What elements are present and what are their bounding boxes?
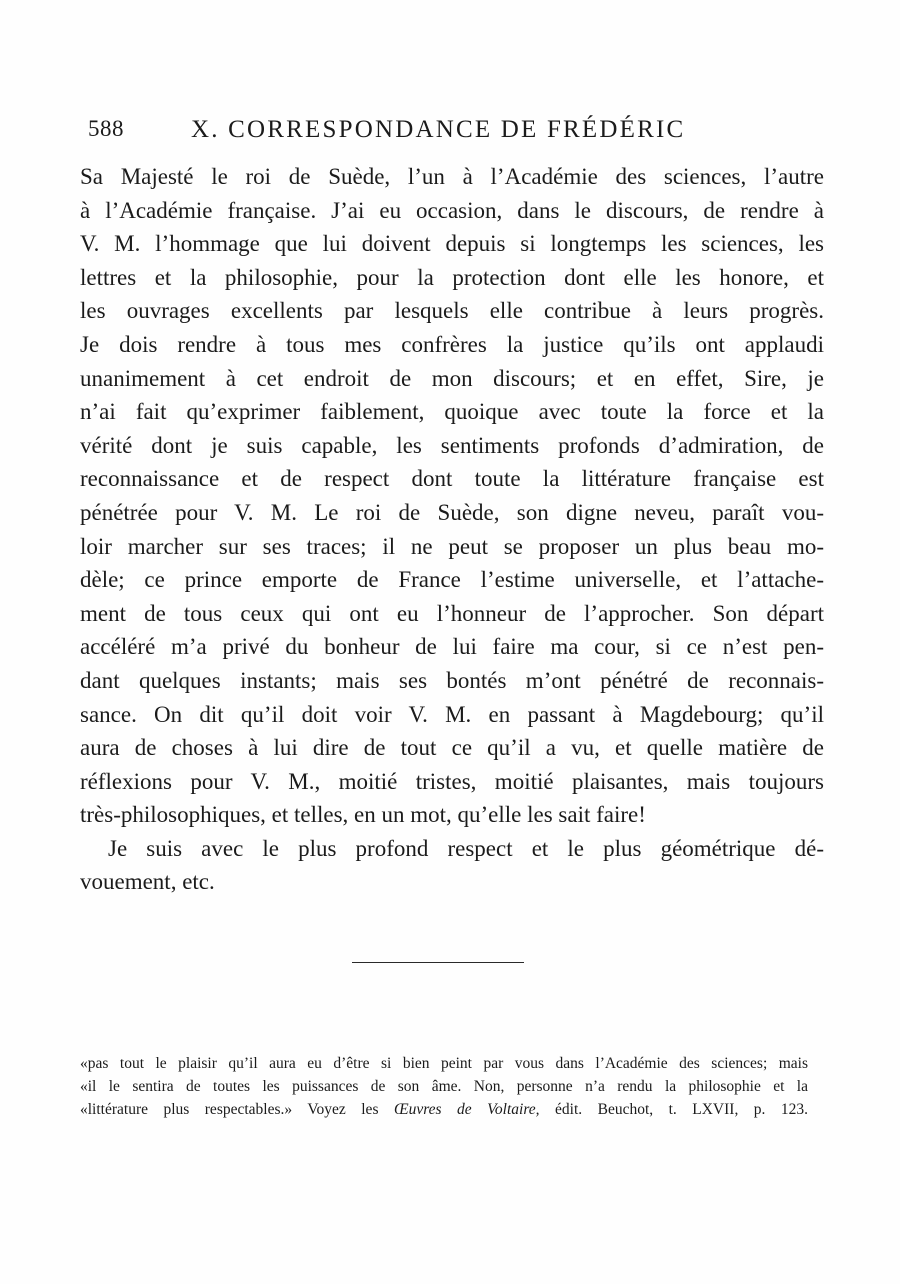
text-line: dèle; ce prince emporte de France l’estime universelle, et l’attache-	[80, 567, 824, 593]
footnote-text: «littérature plus respectables.» Voyez les	[80, 1101, 394, 1118]
text-line: à l’Académie française. J’ai eu occasion, dans le discours, de rendre à	[80, 197, 824, 223]
text-line: aura de choses à lui dire de tout ce qu’il a vu, et quelle matière de	[80, 735, 824, 761]
footnote-line: «pas tout le plaisir qu’il aura eu d’être si bien peint par vous dans l’Académie des sciences; mais	[80, 1055, 808, 1072]
footnote-line: «il le sentira de toutes les puissances de son âme. Non, personne n’a rendu la philosophie et la	[80, 1078, 808, 1095]
page-header	[88, 114, 728, 150]
text-line: reconnaissance et de respect dont toute la littérature française est	[80, 466, 824, 492]
running-title: X. CORRESPONDANCE DE FRÉDÉRIC	[191, 116, 686, 143]
text-line: n’ai fait qu’exprimer faiblement, quoique avec toute la force et la	[80, 399, 824, 425]
text-line: les ouvrages excellents par lesquels elle contribue à leurs progrès.	[80, 298, 824, 324]
text-line: Sa Majesté le roi de Suède, l’un à l’Académie des sciences, l’autre	[80, 164, 824, 189]
text-line: loir marcher sur ses traces; il ne peut se proposer un plus beau mo-	[80, 533, 824, 559]
text-line: Je dois rendre à tous mes confrères la justice qu’ils ont applaudi	[80, 331, 824, 357]
footnote	[80, 1052, 808, 1121]
text-line: unanimement à cet endroit de mon discours; et en effet, Sire, je	[80, 365, 824, 391]
text-line: vouement, etc.	[80, 869, 215, 895]
text-line: V. M. l’hommage que lui doivent depuis si longtemps les sciences, les	[80, 231, 824, 257]
text-line: Je suis avec le plus profond respect et le plus géométrique dé-	[108, 835, 824, 861]
text-line: accéléré m’a privé du bonheur de lui faire ma cour, si ce n’est pen-	[80, 634, 824, 660]
text-line: très-philosophiques, et telles, en un mot, qu’elle les sait faire!	[80, 802, 646, 828]
footnote-line	[80, 1098, 808, 1121]
text-line: sance. On dit qu’il doit voir V. M. en passant à Magdebourg; qu’il	[80, 701, 824, 727]
text-line: vérité dont je suis capable, les sentiments profonds d’admiration, de	[80, 432, 824, 458]
footnote-work-title: Œuvres de Voltaire,	[393, 1101, 540, 1118]
section-divider	[352, 962, 524, 963]
text-line: lettres et la philosophie, pour la protection dont elle les honore, et	[80, 264, 824, 290]
text-line: dant quelques instants; mais ses bontés m’ont pénétré de reconnais-	[80, 667, 824, 693]
letter-body	[80, 160, 824, 899]
text-line: réflexions pour V. M., moitié tristes, moitié plaisantes, mais toujours	[80, 768, 824, 794]
text-line: ment de tous ceux qui ont eu l’honneur de l’approcher. Son départ	[80, 600, 824, 626]
page-number: 588	[88, 116, 124, 141]
text-line: pénétrée pour V. M. Le roi de Suède, son digne neveu, paraît vou-	[80, 499, 824, 525]
footnote-text: édit. Beuchot, t. LXVII, p. 123.	[539, 1101, 809, 1118]
